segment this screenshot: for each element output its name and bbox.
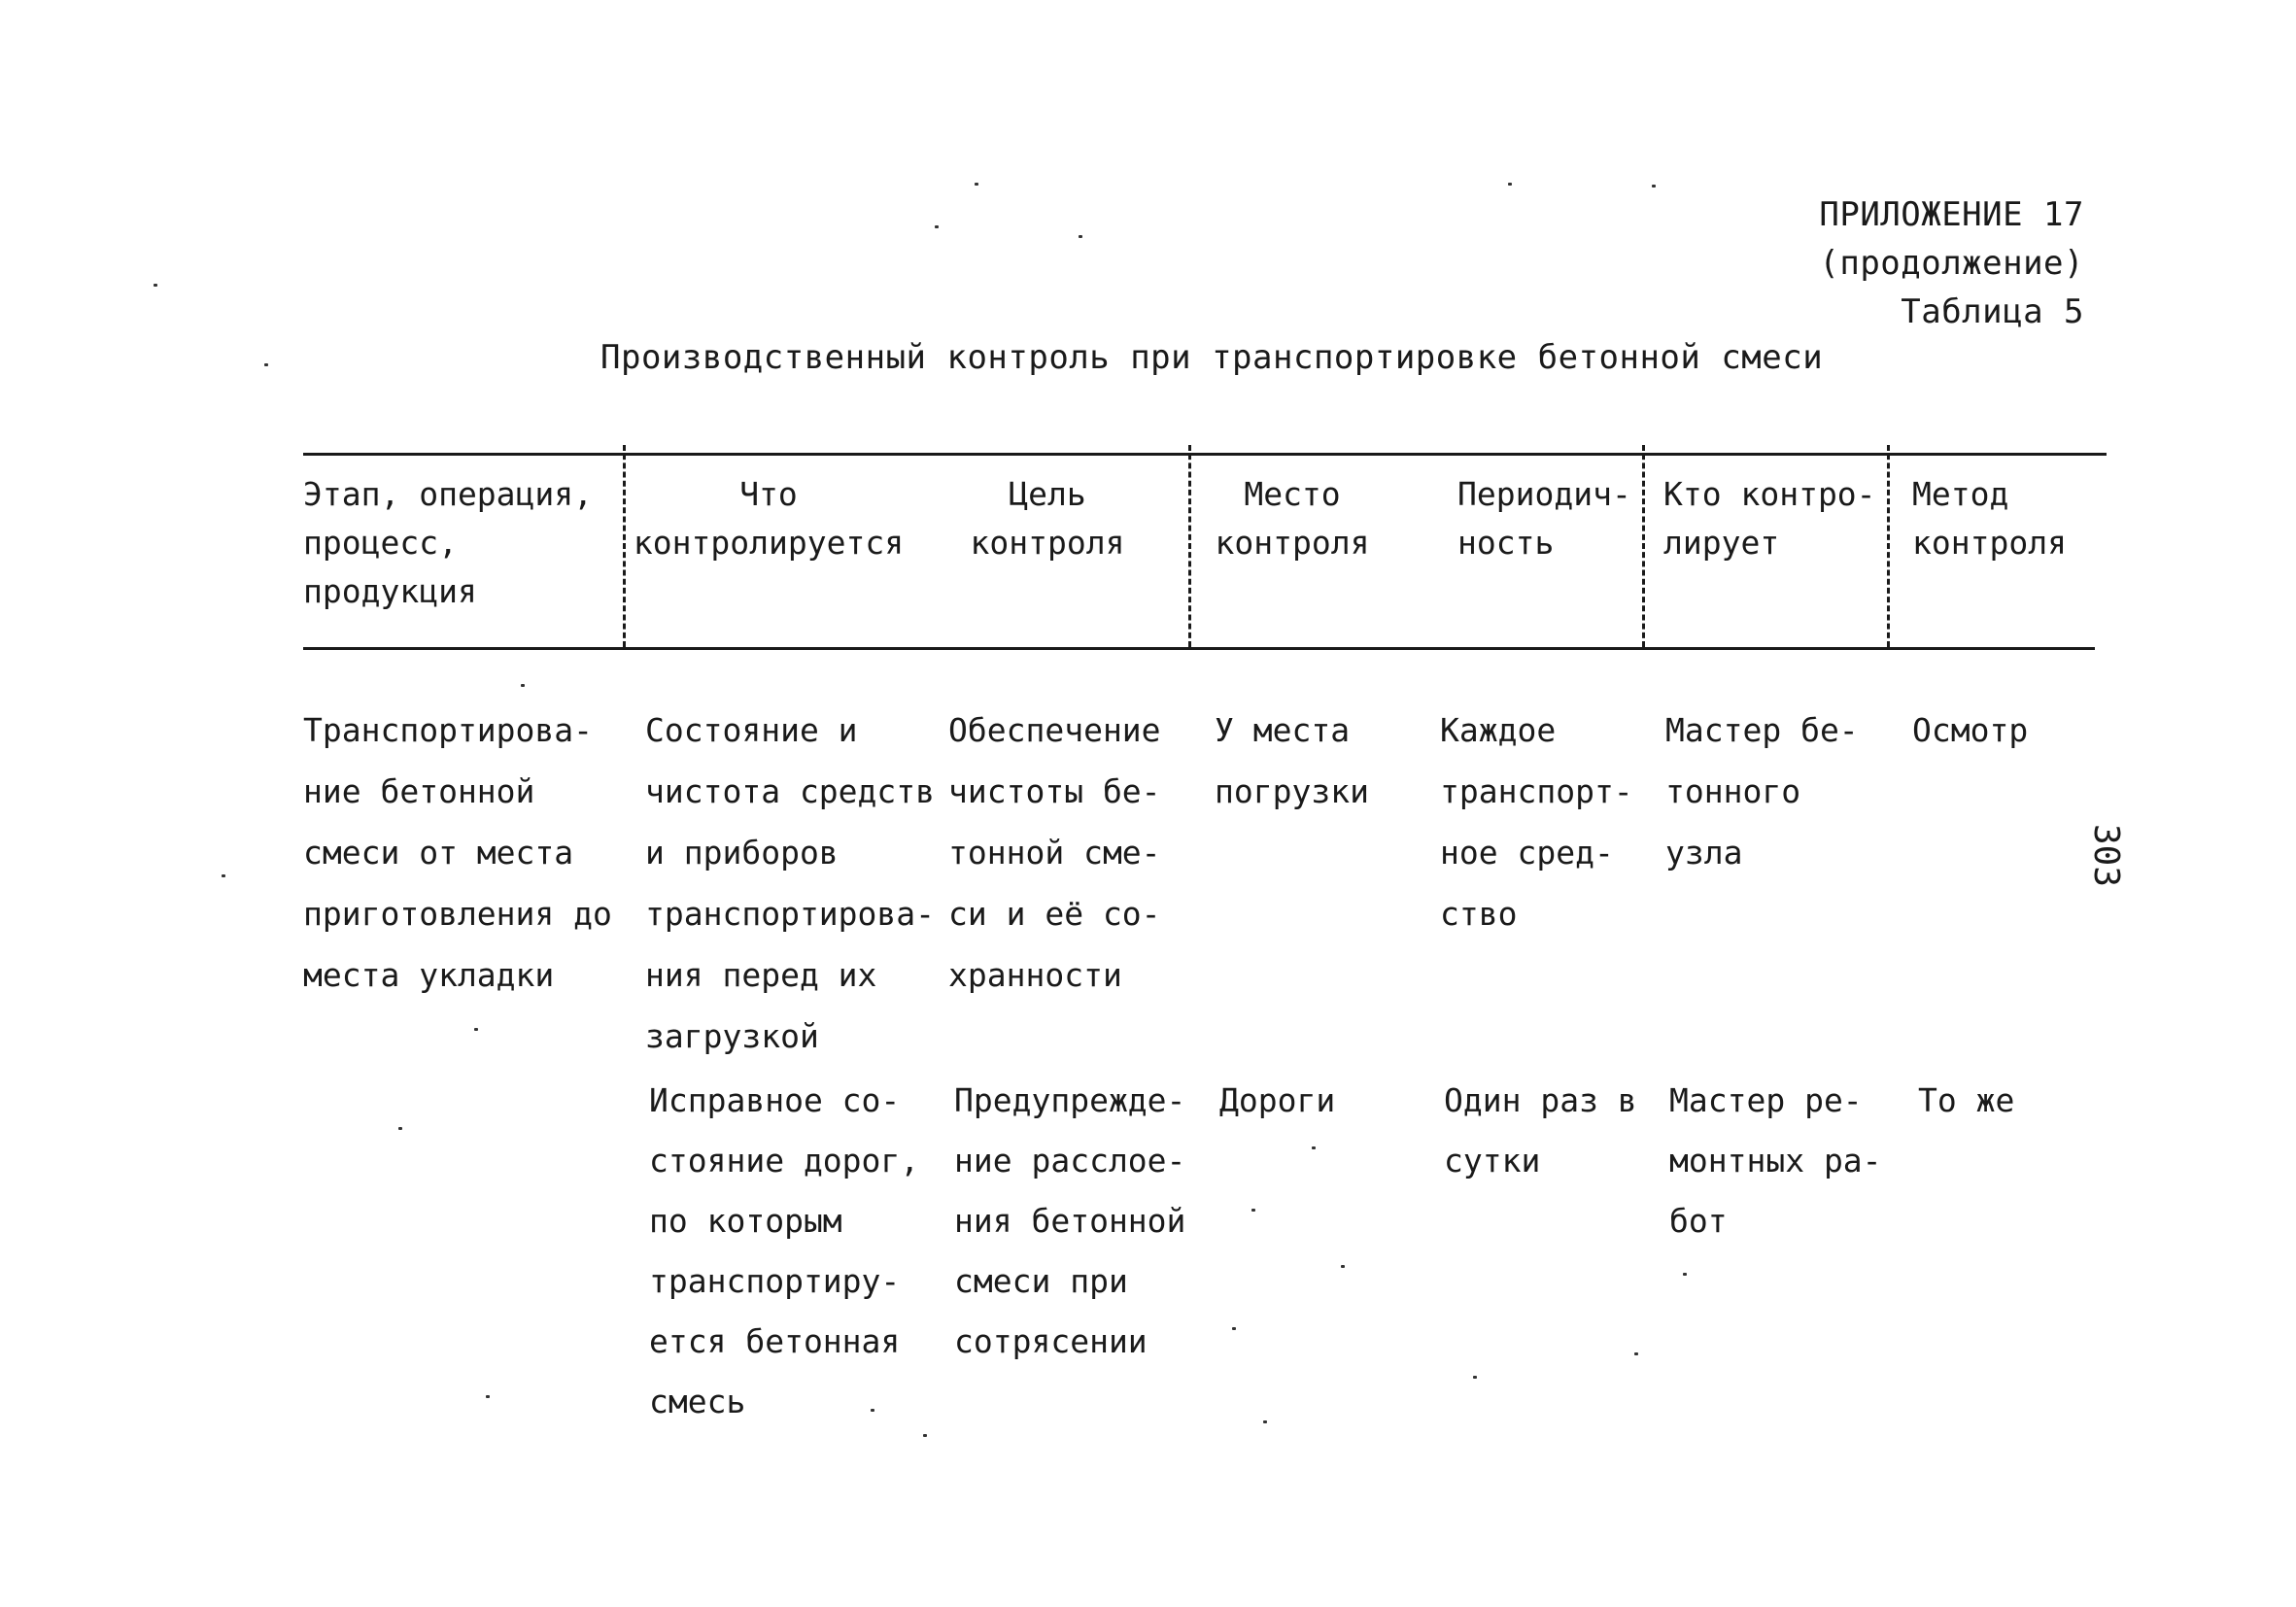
scan-speck bbox=[1251, 1209, 1255, 1212]
column-header-method: Метод контроля bbox=[1912, 475, 2067, 562]
scan-speck bbox=[474, 1028, 478, 1031]
table-title: Производственный контроль при транспортировке бетонной смеси bbox=[600, 338, 1824, 377]
scan-speck bbox=[1473, 1376, 1477, 1379]
row1-who: Мастер бе- тонного узла bbox=[1665, 711, 1859, 872]
page-number: 303 bbox=[2086, 824, 2126, 888]
column-header-stage: Этап, операция, процесс, продукция bbox=[303, 475, 594, 610]
column-header-place: Место контроля bbox=[1215, 475, 1370, 562]
appendix-header bbox=[1819, 190, 2084, 336]
column-separator bbox=[1887, 445, 1890, 647]
scan-speck bbox=[1079, 235, 1082, 238]
scan-speck bbox=[1683, 1273, 1687, 1276]
scan-speck bbox=[1312, 1146, 1316, 1149]
scan-speck bbox=[1508, 183, 1512, 186]
row2-goal: Предупрежде- ние расслое- ния бетонной смеси при сотрясении bbox=[954, 1081, 1186, 1360]
scan-speck bbox=[1232, 1327, 1236, 1330]
row2-period: Один раз в сутки bbox=[1444, 1081, 1637, 1180]
scan-speck bbox=[871, 1409, 874, 1412]
row1-method: Осмотр bbox=[1912, 711, 2029, 749]
table-top-rule bbox=[303, 453, 2107, 456]
row1-period: Каждое транспорт- ное сред- ство bbox=[1440, 711, 1633, 933]
scan-speck bbox=[154, 284, 157, 287]
row2-place: Дороги bbox=[1219, 1081, 1336, 1119]
column-header-period: Периодич- ность bbox=[1457, 475, 1631, 562]
scan-speck bbox=[222, 874, 225, 877]
scan-speck bbox=[1652, 185, 1656, 188]
scan-speck bbox=[486, 1395, 490, 1398]
scan-speck bbox=[264, 363, 268, 366]
scan-speck bbox=[1263, 1420, 1267, 1423]
row1-goal: Обеспечение чистоты бе- тонной сме- си и её со- хранности bbox=[948, 711, 1161, 994]
row2-who: Мастер ре- монтных ра- бот bbox=[1669, 1081, 1882, 1240]
scan-speck bbox=[1634, 1352, 1638, 1355]
appendix-label: ПРИЛОЖЕНИЕ 17 bbox=[1819, 195, 2084, 234]
row2-method: То же bbox=[1918, 1081, 2015, 1119]
scan-speck bbox=[975, 183, 978, 186]
column-separator bbox=[1188, 445, 1191, 647]
continuation-label: (продолжение) bbox=[1819, 244, 2084, 283]
scan-speck bbox=[398, 1127, 402, 1130]
row2-what: Исправное со- стояние дорог, по которым транспортиру- ется бетонная смесь bbox=[649, 1081, 920, 1420]
column-header-who: Кто контро- лирует bbox=[1663, 475, 1876, 562]
column-separator bbox=[1642, 445, 1645, 647]
scan-speck bbox=[935, 225, 939, 228]
column-header-what: Что контролируется bbox=[633, 475, 905, 562]
scan-speck bbox=[1341, 1265, 1345, 1268]
scan-speck bbox=[521, 684, 525, 687]
column-header-goal: Цель контроля bbox=[970, 475, 1125, 562]
row1-stage: Транспортирова- ние бетонной смеси от места приготовления до места укладки bbox=[303, 711, 612, 994]
scan-speck bbox=[923, 1434, 927, 1437]
table-number-label: Таблица 5 bbox=[1901, 292, 2084, 331]
table-header-bottom-rule bbox=[303, 647, 2095, 650]
row1-place: У места погрузки bbox=[1215, 711, 1369, 810]
row1-what: Состояние и чистота средств и приборов транспортирова- ния перед их загрузкой bbox=[645, 711, 936, 1055]
